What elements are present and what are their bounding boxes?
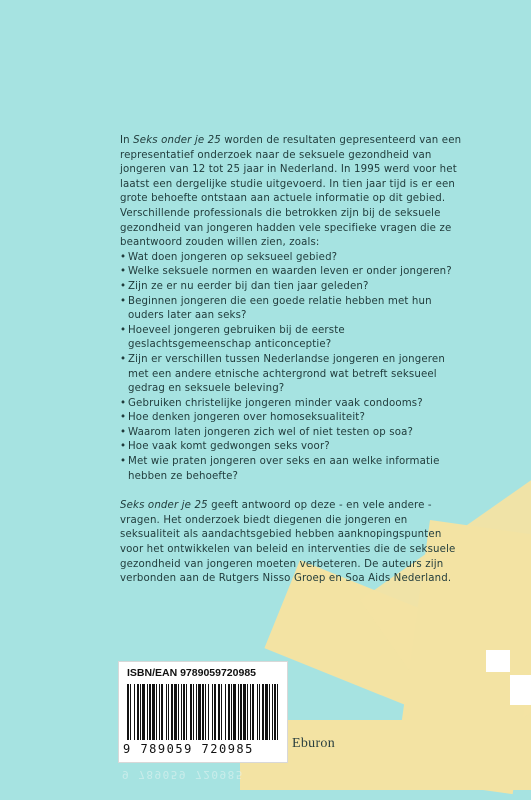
barcode-bar (205, 684, 206, 740)
barcode-bar (140, 684, 141, 740)
barcode-bar (274, 684, 276, 740)
intro-paragraph (120, 134, 465, 251)
question-item: • Hoe vaak komt gedwongen seks voor? (120, 440, 465, 455)
barcode-icon (127, 684, 279, 740)
barcode-bar (272, 684, 273, 740)
barcode-bar (166, 684, 167, 740)
barcode-bar (233, 684, 236, 740)
barcode-bar (231, 684, 232, 740)
barcode-bar (137, 684, 139, 740)
barcode-bar (134, 684, 135, 740)
question-item: • Beginnen jongeren die een goede relatie hebben met hun ouders later aan seks? (120, 295, 465, 324)
barcode-bar (161, 684, 163, 740)
question-item: • Zijn ze er nu eerder bij dan tien jaar geleden? (120, 280, 465, 295)
barcode-bar (257, 684, 258, 740)
barcode-bar (181, 684, 182, 740)
barcode-bar (238, 684, 239, 740)
barcode-bar (149, 684, 151, 740)
barcode-bar (127, 684, 129, 740)
publisher-logo: Eburon (292, 736, 336, 751)
question-list (120, 251, 465, 485)
barcode-bar (171, 684, 173, 740)
question-item: • Gebruiken christelijke jongeren minder vaak condooms? (120, 397, 465, 412)
question-item: • Wat doen jongeren op seksueel gebied? (120, 251, 465, 266)
intro-prefix: In (120, 135, 134, 146)
barcode-bar (186, 684, 187, 740)
barcode-bar (277, 684, 278, 740)
barcode-bar (250, 684, 251, 740)
book-title: Seks onder je 25 (133, 135, 221, 146)
barcode-bar (159, 684, 160, 740)
barcode-digits: 9 789059 720985 (123, 742, 254, 756)
barcode-bar (190, 684, 192, 740)
intro-text: worden de resultaten gepresenteerd van een representatief onderzoek naar de seksuele gezondheid van jongeren van 12 tot 25 jaar in Nederland. In 1995 werd voor het laatst een dergelijke studie uitgevoerd. In tien jaar tijd is er een grote behoefte ontstaan aan actuele informatie op dit gebied. Verschillende professionals die betrokken zijn bij de seksuele gezondheid van jongeren hadden vele specifieke vragen die ze beantwoord zouden willen zien, zoals: (120, 135, 462, 249)
barcode-bar (178, 684, 179, 740)
barcode-bar (252, 684, 254, 740)
isbn-text: ISBN/EAN 9789059720985 (127, 667, 257, 679)
barcode-bar (208, 684, 209, 740)
book-title: Seks onder je 25 (120, 500, 208, 512)
barcode-bar (228, 684, 230, 740)
question-item: • Met wie praten jongeren over seks en aan welke informatie hebben ze behoefte? (120, 455, 465, 484)
barcode-bar (214, 684, 216, 740)
barcode-label (118, 661, 288, 763)
barcode-bar (212, 684, 213, 740)
barcode-bar (168, 684, 169, 740)
decorative-block (510, 675, 531, 705)
barcode-bar (243, 684, 246, 740)
barcode-bar (262, 684, 264, 740)
question-item: • Hoeveel jongeren gebruiken bij de eerste geslachtsgemeenschap anticonceptie? (120, 324, 465, 353)
decorative-block (486, 650, 510, 672)
barcode-bar (247, 684, 248, 740)
question-item: • Hoe denken jongeren over homoseksualiteit? (120, 411, 465, 426)
barcode-bar (259, 684, 260, 740)
barcode-bar (225, 684, 226, 740)
barcode-bar (218, 684, 220, 740)
barcode-bar (240, 684, 242, 740)
barcode-bar (130, 684, 131, 740)
blurb (120, 134, 465, 587)
barcode-bar (269, 684, 270, 740)
barcode-bar (142, 684, 145, 740)
barcode-bar (152, 684, 155, 740)
barcode-bar (156, 684, 157, 740)
barcode-bar (221, 684, 222, 740)
barcode-bar (265, 684, 268, 740)
barcode-bar (202, 684, 204, 740)
question-item: • Zijn er verschillen tussen Nederlandse jongeren en jongeren met een andere etnische achtergrond wat betreft seksueel gedrag en seksuele beleving? (120, 353, 465, 397)
question-item: • Welke seksuele normen en waarden leven er onder jongeren? (120, 265, 465, 280)
barcode-bar (174, 684, 177, 740)
barcode-bar (183, 684, 185, 740)
closing-paragraph (120, 499, 465, 587)
barcode-digits-reflection: 9 789059 720985 (122, 768, 244, 781)
closing-text: geeft antwoord op deze - en vele andere - vragen. Het onderzoek biedt diegenen die jongeren en seksualiteit als aandachtsgebied hebben aanknopingspunten voor het ontwikkelen van beleid en interventies die de seksuele gezondheid van jongeren moeten verbeteren. De auteurs zijn verbonden aan de Rutgers Nisso Groep en Soa Aids Nederland. (120, 500, 456, 585)
barcode-bar (147, 684, 148, 740)
barcode-bar (198, 684, 201, 740)
barcode-bar (196, 684, 197, 740)
barcode-bar (193, 684, 194, 740)
question-item: • Waarom laten jongeren zich wel of niet testen op soa? (120, 426, 465, 441)
